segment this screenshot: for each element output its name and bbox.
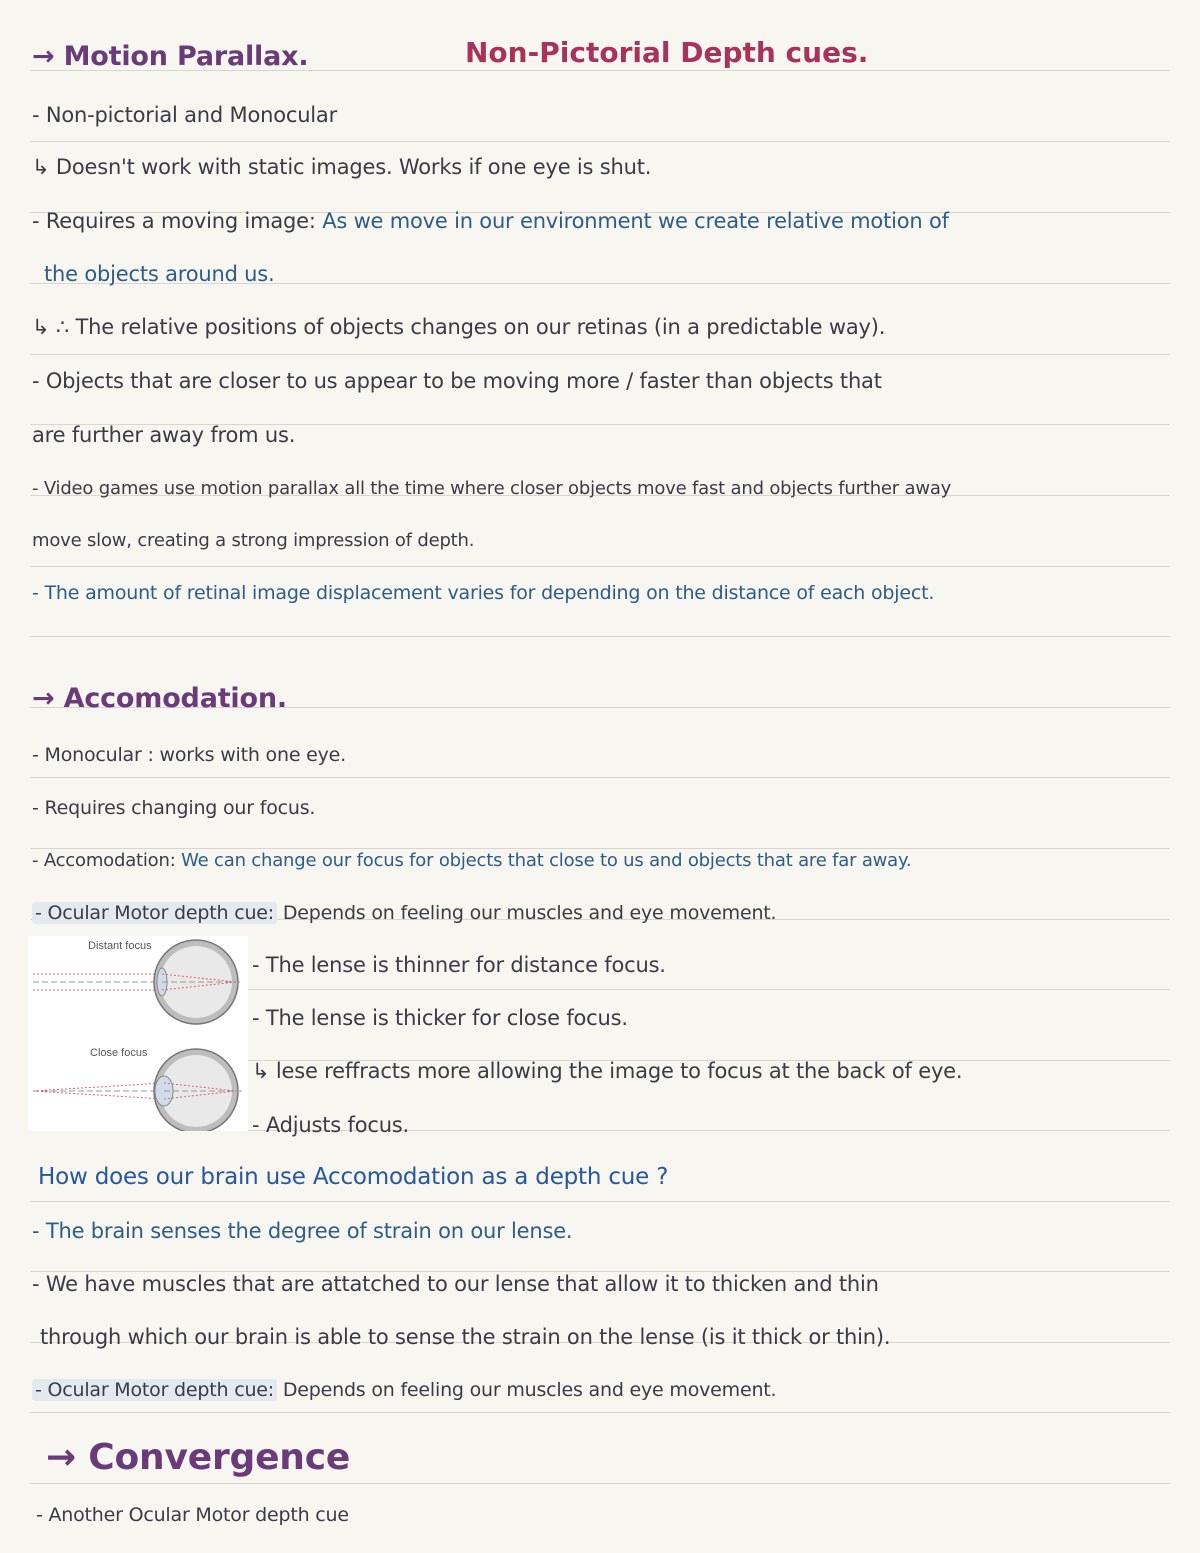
eye-focus-diagram xyxy=(28,936,248,1131)
section-heading-convergence: → Convergence xyxy=(46,1437,351,1478)
note-line: - Objects that are closer to us appear to be moving more / faster than objects that xyxy=(32,369,882,393)
close-focus-label: Close focus xyxy=(90,1047,148,1059)
figure-note: - Adjusts focus. xyxy=(252,1113,410,1137)
note-line: - We have muscles that are attatched to our lense that allow it to thicken and thin xyxy=(32,1272,879,1296)
distant-focus-eye xyxy=(33,940,243,1024)
section-heading-motion-parallax: → Motion Parallax. xyxy=(32,41,309,72)
note-line-detail: Depends on feeling our muscles and eye movement. xyxy=(282,902,777,924)
highlighted-term: - Ocular Motor depth cue: xyxy=(32,1379,277,1401)
eye-diagram-graphic xyxy=(28,936,248,1131)
ruled-line xyxy=(30,141,1170,142)
figure-note: ↳ lese reffracts more allowing the image to focus at the back of eye. xyxy=(252,1059,963,1083)
ruled-line xyxy=(30,566,1170,567)
note-line: are further away from us. xyxy=(32,423,296,447)
note-line-detail: Depends on feeling our muscles and eye movement. xyxy=(282,1379,777,1401)
ruled-line xyxy=(30,1201,1170,1202)
note-line: ↳ ∴ The relative positions of objects changes on our retinas (in a predictable way). xyxy=(32,315,886,339)
note-line: - Requires changing our focus. xyxy=(32,797,316,819)
close-focus-eye xyxy=(33,1049,243,1131)
note-line-detail: As we move in our environment we create relative motion of xyxy=(322,209,949,233)
page-title: Non-Pictorial Depth cues. xyxy=(465,36,869,69)
note-line: through which our brain is able to sense the strain on the lense (is it thick or thin). xyxy=(40,1325,891,1349)
note-line-lead: - Requires a moving image: xyxy=(32,209,316,233)
note-line-detail: We can change our focus for objects that close to us and objects that are far away. xyxy=(181,850,912,871)
note-line: - Video games use motion parallax all the time where closer objects move fast and objects further away xyxy=(32,478,952,499)
ruled-line xyxy=(30,1412,1170,1413)
ruled-line xyxy=(30,636,1170,637)
note-line xyxy=(32,1375,1170,1405)
ruled-line xyxy=(30,777,1170,778)
note-line xyxy=(32,846,1170,876)
note-line: - Monocular : works with one eye. xyxy=(32,744,347,766)
ruled-line xyxy=(30,354,1170,355)
note-line: - Non-pictorial and Monocular xyxy=(32,103,338,127)
note-line: - Another Ocular Motor depth cue xyxy=(36,1504,349,1526)
distant-focus-label: Distant focus xyxy=(88,940,152,952)
note-line: ↳ Doesn't work with static images. Works if one eye is shut. xyxy=(32,155,652,179)
figure-note: - The lense is thinner for distance focus. xyxy=(252,953,666,977)
figure-note: - The lense is thicker for close focus. xyxy=(252,1006,628,1030)
note-line xyxy=(32,898,1170,928)
note-line: - The brain senses the degree of strain on our lense. xyxy=(32,1219,573,1243)
question-line: How does our brain use Accomodation as a depth cue ? xyxy=(38,1164,669,1190)
section-heading-accomodation: → Accomodation. xyxy=(32,683,287,714)
note-line xyxy=(32,206,1170,236)
note-line: - The amount of retinal image displacement varies for depending on the distance of each object. xyxy=(32,582,935,604)
note-line-lead: - Accomodation: xyxy=(32,850,176,871)
highlighted-term: - Ocular Motor depth cue: xyxy=(32,902,277,924)
ruled-line xyxy=(30,1483,1170,1484)
note-line: the objects around us. xyxy=(44,262,275,286)
note-line: move slow, creating a strong impression of depth. xyxy=(32,530,475,551)
